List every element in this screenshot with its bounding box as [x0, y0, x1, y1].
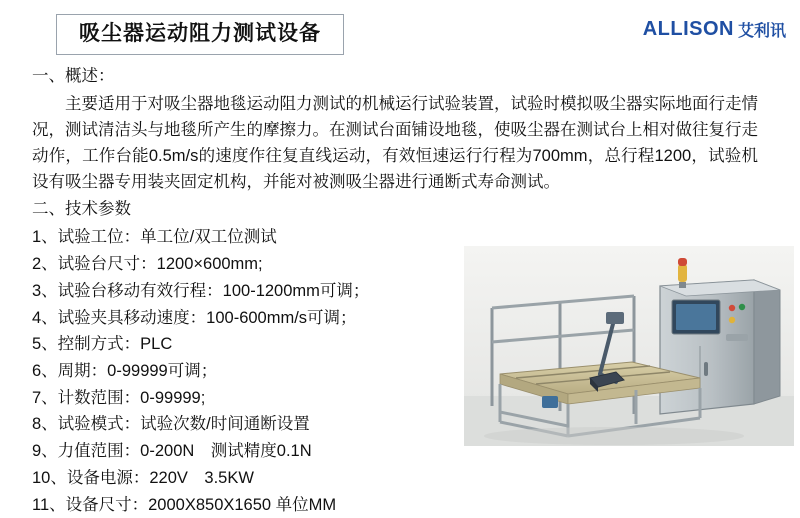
- brand-logo: [643, 18, 786, 41]
- list-item: 6、周期：0-99999可调；: [32, 361, 218, 380]
- list-item: 11、设备尺寸：2000X850X1650 单位MM: [32, 495, 337, 514]
- equipment-photo-illustration: [464, 246, 794, 446]
- list-item: 4、试验夹具移动速度：100-600mm/s可调；: [32, 308, 357, 327]
- list-item: 7、计数范围：0-99999;: [32, 388, 206, 407]
- list-item: 8、试验模式：试验次数/时间通断设置: [32, 415, 310, 434]
- list-item: 3、试验台移动有效行程：100-1200mm可调；: [32, 281, 370, 300]
- equipment-photo: [464, 246, 794, 446]
- page-title-box: [56, 14, 344, 55]
- parameters-heading: 二、技术参数: [32, 199, 131, 218]
- list-item: 9、力值范围：0-200N 测试精度0.1N: [32, 442, 312, 461]
- overview-heading: 一、概述：: [32, 67, 115, 85]
- list-item: 10、设备电源：220V 3.5KW: [32, 468, 254, 487]
- brand-name-cn: 艾利讯: [737, 23, 786, 40]
- page-title: 吸尘器运动阻力测试设备: [79, 22, 321, 45]
- list-item: 1、试验工位：单工位/双工位测试: [32, 228, 277, 247]
- list-item: 5、控制方式：PLC: [32, 335, 173, 354]
- list-item: 2、试验台尺寸：1200×600mm;: [32, 255, 263, 274]
- brand-name-en: ALLISON: [642, 18, 734, 40]
- overview-paragraph: 主要适用于对吸尘器地毯运动阻力测试的机械运行试验装置，试验时模拟吸尘器实际地面行走情况，测试清洁头与地毯所产生的摩擦力。在测试台面铺设地毯，使吸尘器在测试台上相对做往复行走动作，工作台能0.5m/s的速度作往复直线运动，有效恒速运行行程为700mm，总行程1200，试验机设有吸尘器专用装夹固定机构，并能对被测吸尘器进行通断式寿命测试。: [32, 94, 758, 191]
